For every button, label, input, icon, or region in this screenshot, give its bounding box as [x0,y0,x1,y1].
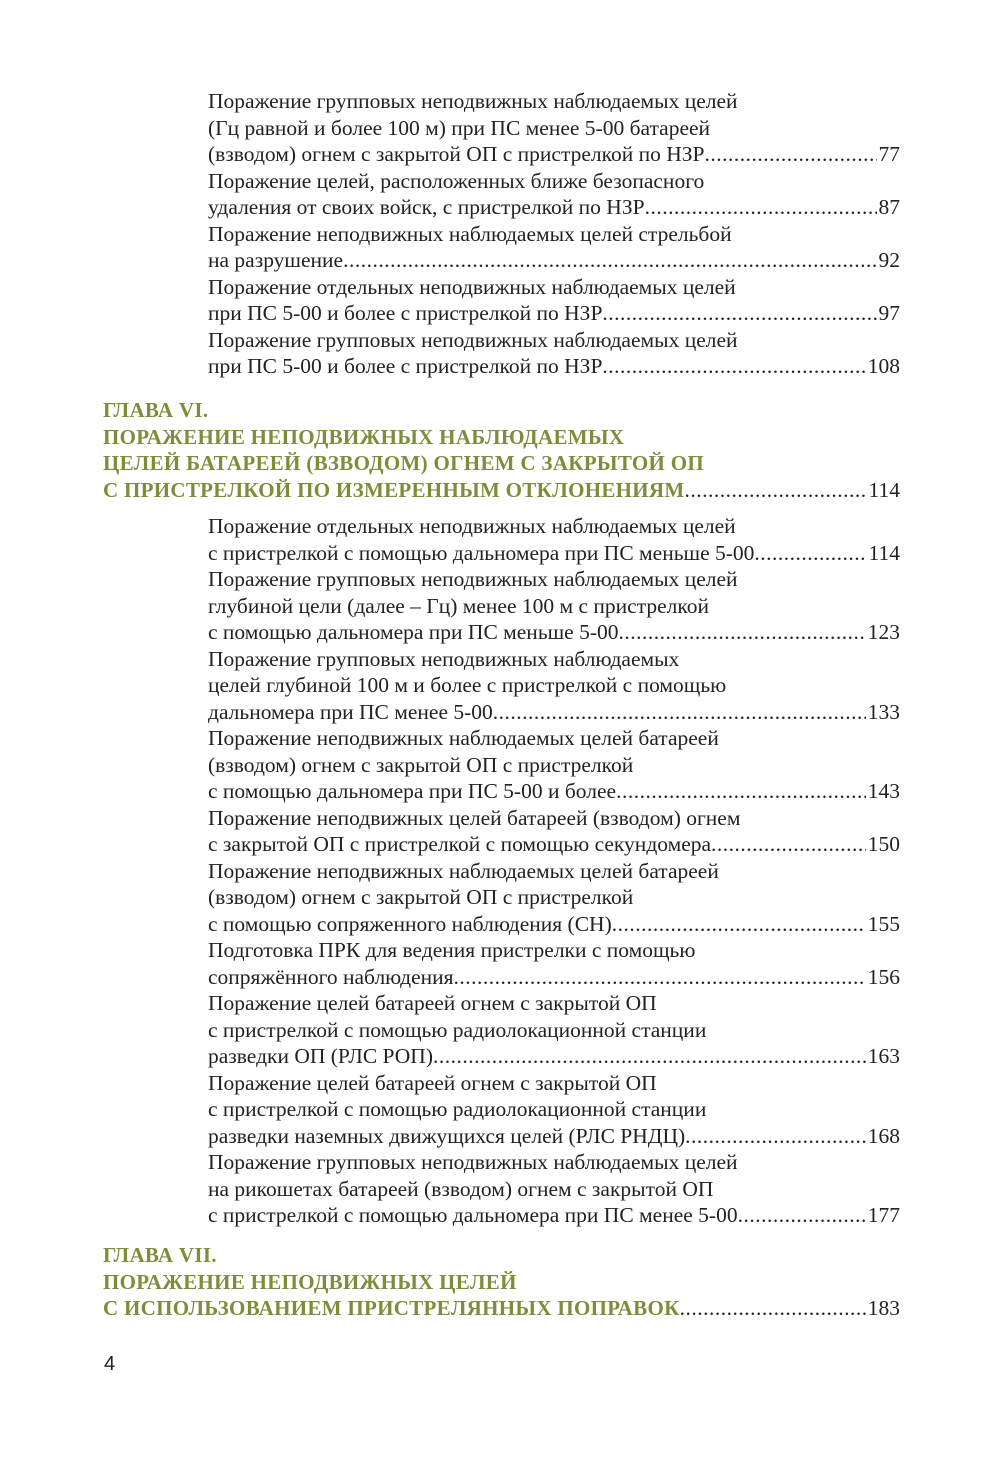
toc-entry-line: Поражение целей, расположенных ближе безопасного [208,168,705,193]
chapter-title-line: ПОРАЖЕНИЕ НЕПОДВИЖНЫХ ЦЕЛЕЙ [103,1269,517,1294]
toc-entry-text: удаления от своих войск, с пристрелкой по НЗР [208,195,645,219]
toc-section-chapter-6 [208,513,900,1229]
toc-entry-line [208,300,900,327]
toc-entry-text: с пристрелкой с помощью дальномера при ПС меньше 5-00 [208,540,755,565]
toc-entry-line [208,619,900,646]
toc-entry [208,88,900,168]
toc-page-number: 143 [867,779,900,803]
chapter-page-number: 183 [867,1296,900,1320]
toc-entry-line: Поражение неподвижных целей батареей (взводом) огнем [208,805,741,830]
leader-dots [680,1295,866,1322]
chapter-6-heading [103,397,900,503]
toc-entry-line [208,141,900,168]
toc-entry-line [208,1202,900,1229]
toc-entry [208,513,900,566]
toc-entry-text: (взводом) огнем с закрытой ОП с пристрелкой по НЗР [208,142,705,166]
chapter-page-number: 114 [868,477,900,502]
toc-entry-text: с закрытой ОП с пристрелкой с помощью секундомера [208,832,712,856]
toc-entry-line [208,831,900,858]
chapter-title-line: ПОРАЖЕНИЕ НЕПОДВИЖНЫХ НАБЛЮДАЕМЫХ [103,424,625,449]
toc-entry-line: с пристрелкой с помощью радиолокационной станции [208,1097,707,1121]
leader-dots [616,778,866,805]
toc-entry-line [208,778,900,805]
toc-entry [208,646,900,726]
toc-entry-line [208,1123,900,1150]
toc-page-number: 177 [867,1203,900,1227]
toc-page-number: 150 [867,832,900,856]
toc-page-number: 168 [867,1123,900,1148]
toc-entry-line: Поражение групповых неподвижных наблюдаемых целей [208,567,738,591]
toc-entry-line [208,353,900,380]
toc-entry-text: с помощью сопряженного наблюдения (СН) [208,911,612,936]
toc-entry-line: Подготовка ПРК для ведения пристрелки с помощью [208,938,696,962]
toc-page-number: 97 [878,301,900,325]
toc-entry-line: глубиной цели (далее – Гц) менее 100 м с пристрелкой [208,593,710,618]
toc-entry-text: дальномера при ПС менее 5-00 [208,699,493,724]
toc-page-number: 133 [867,699,900,724]
toc-entry-text: при ПС 5-00 и более с пристрелкой по НЗР [208,354,603,378]
leader-dots [754,540,866,567]
toc-page-number: 92 [878,248,900,272]
toc-entry-line: Поражение неподвижных наблюдаемых целей стрельбой [208,221,732,246]
toc-entry-line: Поражение групповых неподвижных наблюдаемых [208,646,680,671]
toc-page-number: 87 [878,195,900,219]
leader-dots [685,477,867,504]
toc-entry [208,274,900,327]
toc-entry-line: (взводом) огнем с закрытой ОП с пристрелкой [208,752,634,777]
toc-entry-line [208,1043,900,1070]
toc-entry-line: на рикошетах батареей (взводом) огнем с закрытой ОП [208,1176,714,1201]
toc-entry-text: на разрушение [208,248,344,272]
toc-entry-line: Поражение неподвижных наблюдаемых целей батареей [208,726,719,750]
toc-page-number: 77 [878,142,900,166]
leader-dots [343,247,876,274]
toc-section-top [208,88,900,380]
toc-page-number: 108 [867,354,900,378]
chapter-label: ГЛАВА VII. [103,1243,217,1267]
toc-entry-text: разведки ОП (РЛС РОП) [208,1044,433,1068]
leader-dots [602,353,865,380]
toc-page-number: 155 [867,911,900,936]
toc-entry-line: Поражение отдельных неподвижных наблюдаемых целей [208,274,736,299]
toc-entry [208,1149,900,1229]
toc-entry-text: с пристрелкой с помощью дальномера при ПС менее 5-00 [208,1203,738,1227]
toc-entry [208,805,900,858]
toc-entry-line: (Гц равной и более 100 м) при ПС менее 5-00 батареей [208,115,711,140]
toc-entry-line [208,911,900,938]
leader-dots [645,194,877,221]
toc-entry-line [208,194,900,221]
toc-entry-line [208,964,900,991]
leader-dots [705,141,877,168]
toc-entry-line: Поражение неподвижных наблюдаемых целей батареей [208,858,719,883]
leader-dots [493,699,866,726]
toc-entry-line: Поражение целей батареей огнем с закрытой ОП [208,991,657,1015]
toc-entry-text: с помощью дальномера при ПС 5-00 и более [208,779,617,803]
toc-entry-line: Поражение групповых неподвижных наблюдаемых целей [208,89,738,113]
leader-dots [619,619,866,646]
toc-entry-line: Поражение целей батареей огнем с закрытой ОП [208,1070,657,1095]
toc-page-number: 114 [868,540,900,565]
toc-entry-line: (взводом) огнем с закрытой ОП с пристрелкой [208,885,634,909]
chapter-7-heading [103,1242,900,1322]
toc-page-number: 163 [867,1044,900,1068]
leader-dots [602,300,876,327]
page-number: 4 [104,1353,116,1375]
leader-dots [738,1202,866,1229]
chapter-label: ГЛАВА VI. [103,398,209,422]
toc-entry [208,990,900,1070]
toc-entry [208,1070,900,1150]
toc-entry-line [208,540,900,567]
toc-entry-line [208,699,900,726]
chapter-title-line [103,1295,900,1322]
toc-entry-line: Поражение групповых неподвижных наблюдаемых целей [208,327,738,352]
chapter-title-text: С ИСПОЛЬЗОВАНИЕМ ПРИСТРЕЛЯННЫХ ПОПРАВОК [103,1296,680,1320]
toc-entry-line: Поражение групповых неподвижных наблюдаемых целей [208,1150,738,1174]
leader-dots [454,964,866,991]
toc-entry [208,725,900,805]
toc-entry [208,858,900,938]
toc-entry-text: при ПС 5-00 и более с пристрелкой по НЗР [208,301,603,325]
chapter-title-text: С ПРИСТРЕЛКОЙ ПО ИЗМЕРЕННЫМ ОТКЛОНЕНИЯМ [103,477,685,502]
toc-page-number: 123 [867,620,900,644]
toc-entry [208,937,900,990]
toc-page-number: 156 [867,964,900,989]
toc-entry-text: с помощью дальномера при ПС меньше 5-00 [208,620,619,644]
toc-entry-line: целей глубиной 100 м и более с пристрелкой с помощью [208,673,727,697]
leader-dots [433,1043,866,1070]
leader-dots [612,911,866,938]
toc-entry [208,168,900,221]
leader-dots [711,831,866,858]
chapter-title-line [103,477,900,504]
toc-entry-line [208,247,900,274]
toc-entry [208,327,900,380]
chapter-title-line: ЦЕЛЕЙ БАТАРЕЕЙ (ВЗВОДОМ) ОГНЕМ С ЗАКРЫТОЙ ОП [103,451,704,475]
toc-entry-text: разведки наземных движущихся целей (РЛС РНДЦ) [208,1123,686,1148]
toc-entry-line: с пристрелкой с помощью радиолокационной станции [208,1017,707,1042]
toc-entry [208,221,900,274]
toc-entry [208,566,900,646]
toc-entry-line: Поражение отдельных неподвижных наблюдаемых целей [208,514,736,538]
leader-dots [685,1123,866,1150]
toc-entry-text: сопряжённого наблюдения [208,964,454,989]
